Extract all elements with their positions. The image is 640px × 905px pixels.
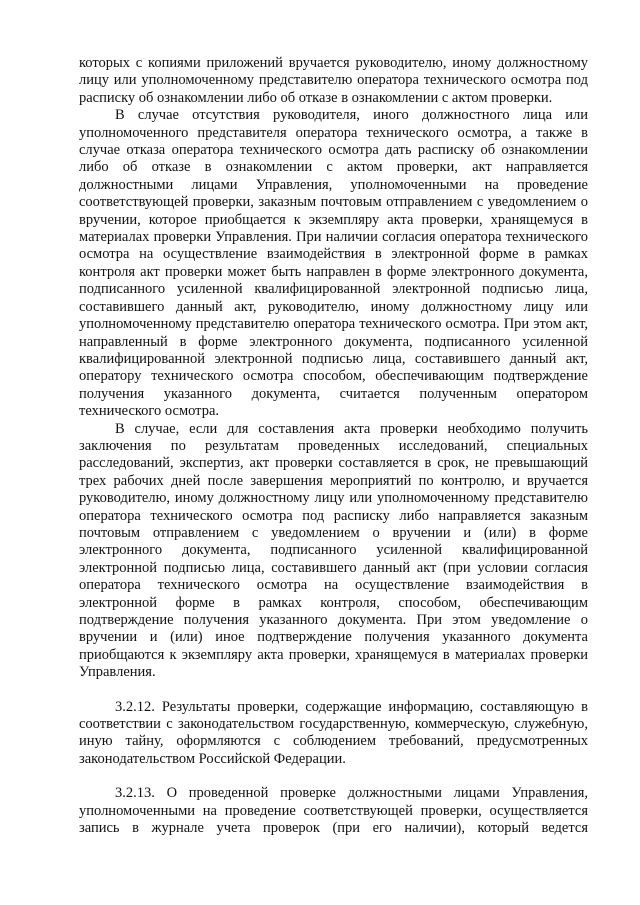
paragraph-continuation: которых с копиями приложений вручается руководителю, иному должностному лицу или уполномоченному представителю оператора технического осмотра под расписку об ознакомлении либо об отказе в ознакомлении с актом проверки. — [79, 55, 588, 106]
paragraph-absence-of-manager: В случае отсутствия руководителя, иного должностного лица или уполномоченного представителя оператора технического осмотра, а также в случае отказа оператора технического осмотра дать расписку об ознакомлении либо об отказе в ознакомлении с актом проверки, акт направляется должностными лицами Управления, уполномоченными на проведение соответствующей проверки, заказным почтовым отправлением с уведомлением о вручении, которое приобщается к экземпляру акта проверки, хранящемуся в материалах проверки Управления. При наличии согласия оператора технического осмотра на осуществление взаимодействия в электронной форме в рамках контроля акт проверки может быть направлен в форме электронного документа, подписанного усиленной квалифицированной электронной подписью лица, составившего данный акт, руководителю, иному должностному лицу или уполномоченному представителю оператора технического осмотра. При этом акт, направленный в форме электронного документа, подписанного усиленной квалифицированной электронной подписью лица, составившего данный акт, оператору технического осмотра способом, обеспечивающим подтверждение получения указанного документа, считается полученным оператором технического осмотра. — [79, 107, 588, 420]
paragraph-3-2-12: 3.2.12. Результаты проверки, содержащие информацию, составляющую в соответствии с законодательством государственную, коммерческую, служебную, иную тайну, оформляются с соблюдением требований, предусмотренных законодательством Российской Федерации. — [79, 698, 588, 767]
paragraph-3-2-13: 3.2.13. О проведенной проверке должностными лицами Управления, уполномоченными на проведение соответствующей проверки, осуществляется запись в журнале учета проверок (при его наличии), который ведется — [79, 785, 588, 837]
paragraph-expert-conclusions: В случае, если для составления акта проверки необходимо получить заключения по результатам проведенных исследований, специальных расследований, экспертиз, акт проверки составляется в срок, не превышающий трех рабочих дней после завершения мероприятий по контролю, и вручается руководителю, иному должностному лицу или уполномоченному представителю оператора технического осмотра под расписку либо направляется заказным почтовым отправлением с уведомлением о вручении и (или) в форме электронного документа, подписанного усиленной квалифицированной электронной подписью лица, составившего данный акт (при условии согласия оператора технического осмотра на осуществление взаимодействия в электронной форме в рамках контроля, способом, обеспечивающим подтверждение получения указанного документа. При этом уведомление о вручении и (или) иное подтверждение получения указанного документа приобщаются к экземпляру акта проверки, хранящемуся в материалах проверки Управления. — [79, 420, 588, 681]
